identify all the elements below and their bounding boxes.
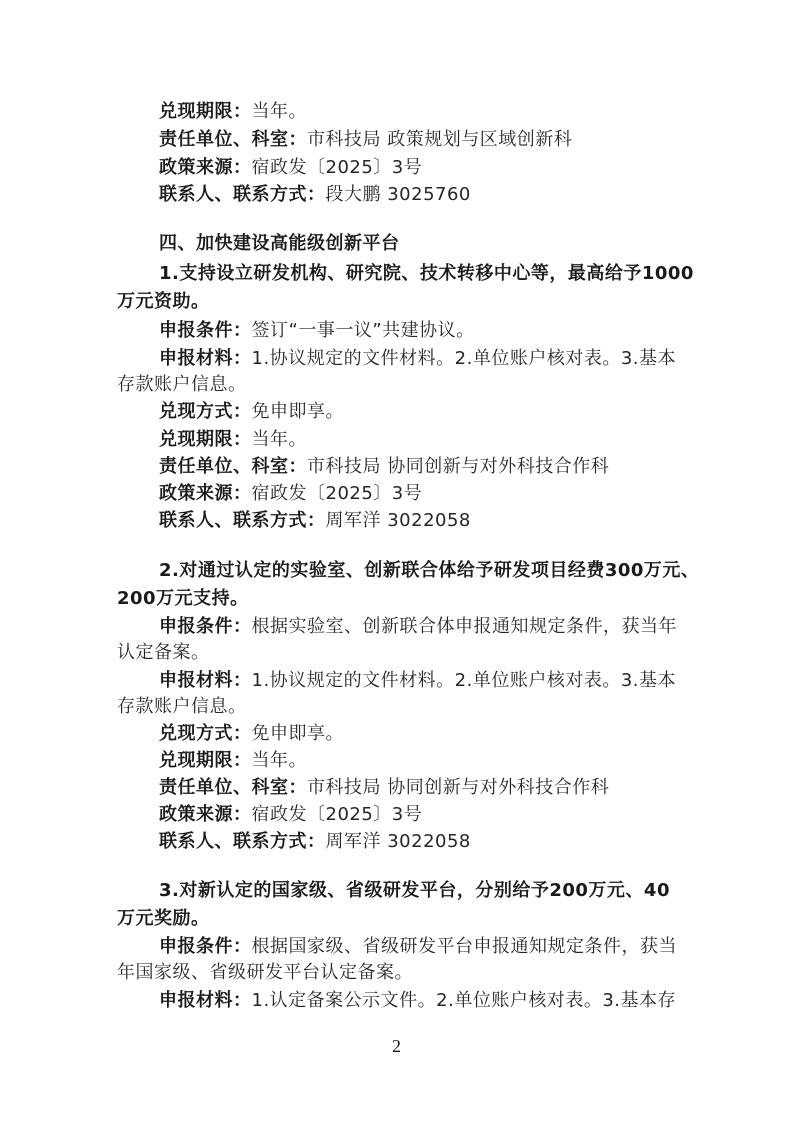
field-value: 宿政发〔2025〕3号 [251,483,423,504]
field-label: 联系人、联系方式： [159,184,326,205]
page-number: 2 [392,1036,401,1056]
field-value: 市科技局 协同创新与对外科技合作科 [307,456,610,477]
unit-row [159,456,609,478]
field-value: 1.协议规定的文件材料。2.单位账户核对表。3.基本 [251,670,677,691]
materials-row-cont: 存款账户信息。 [117,696,247,717]
condition-row [159,616,677,638]
contact-row [159,184,471,206]
section-heading: 四、加快建设高能级创新平台 [159,233,400,254]
field-label: 申报材料： [159,348,252,369]
field-label: 兑现期限： [159,429,252,450]
field-label: 申报材料： [159,990,252,1011]
field-value: 免申即享。 [251,401,344,422]
field-value: 1.协议规定的文件材料。2.单位账户核对表。3.基本 [251,348,677,369]
materials-row-cont: 存款账户信息。 [117,374,247,395]
field-value: 宿政发〔2025〕3号 [251,804,423,825]
field-label: 责任单位、科室： [159,129,307,150]
field-value: 签订“一事一议”共建协议。 [251,320,475,341]
field-value: 当年。 [251,101,307,122]
method-row [159,401,344,423]
field-label: 兑现方式： [159,723,252,744]
item-title: 1.支持设立研发机构、研究院、技术转移中心等，最高给予1000 [159,263,694,284]
term-row [159,101,307,123]
field-label: 申报条件： [159,616,252,637]
field-label: 责任单位、科室： [159,456,307,477]
contact-row [159,510,471,532]
field-value: 段大鹏 3025760 [325,184,471,205]
field-value: 市科技局 政策规划与区域创新科 [307,129,573,150]
item-title-cont: 200万元支持。 [117,588,249,609]
item-title: 2.对通过认定的实验室、创新联合体给予研发项目经费300万元、 [159,560,700,581]
field-label: 申报材料： [159,670,252,691]
field-value: 市科技局 协同创新与对外科技合作科 [307,777,610,798]
field-label: 政策来源： [159,157,252,178]
field-label: 政策来源： [159,804,252,825]
field-value: 周军洋 3022058 [325,510,471,531]
item-title-cont: 万元奖励。 [117,908,210,929]
field-label: 兑现方式： [159,401,252,422]
field-value: 根据实验室、创新联合体申报通知规定条件，获当年 [251,616,677,637]
field-label: 兑现期限： [159,101,252,122]
field-label: 联系人、联系方式： [159,831,326,852]
condition-row-cont: 认定备案。 [117,642,210,663]
condition-row [159,936,677,958]
condition-row [159,320,475,342]
method-row [159,723,344,745]
field-value: 当年。 [251,750,307,771]
field-value: 周军洋 3022058 [325,831,471,852]
field-label: 申报条件： [159,320,252,341]
contact-row [159,831,471,853]
field-value: 1.认定备案公示文件。2.单位账户核对表。3.基本存 [251,990,677,1011]
field-value: 根据国家级、省级研发平台申报通知规定条件，获当 [251,936,677,957]
field-value: 当年。 [251,429,307,450]
field-label: 联系人、联系方式： [159,510,326,531]
term-row [159,750,307,772]
field-label: 申报条件： [159,936,252,957]
item-title-cont: 万元资助。 [117,291,210,312]
field-value: 免申即享。 [251,723,344,744]
item-title: 3.对新认定的国家级、省级研发平台，分别给予200万元、40 [159,880,670,901]
materials-row [159,670,676,692]
source-row [159,804,422,826]
field-label: 政策来源： [159,483,252,504]
source-row [159,483,422,505]
materials-row [159,348,676,370]
condition-row-cont: 年国家级、省级研发平台认定备案。 [117,962,413,983]
unit-row [159,777,609,799]
field-label: 责任单位、科室： [159,777,307,798]
materials-row [159,990,676,1012]
field-label: 兑现期限： [159,750,252,771]
field-value: 宿政发〔2025〕3号 [251,157,423,178]
unit-row [159,129,572,151]
term-row [159,429,307,451]
source-row [159,157,422,179]
